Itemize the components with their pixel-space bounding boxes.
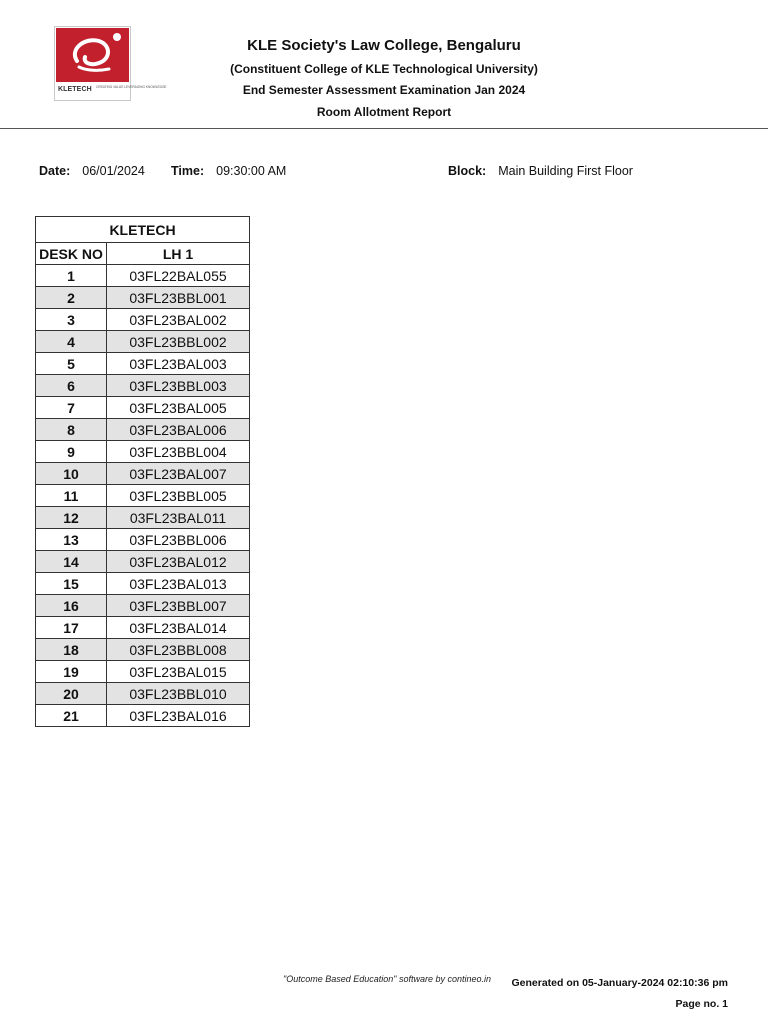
student-usn: 03FL23BBL008	[107, 639, 250, 661]
student-usn: 03FL23BAL003	[107, 353, 250, 375]
logo-brand-text: KLETECH	[58, 86, 92, 93]
desk-number: 16	[36, 595, 107, 617]
desk-number: 3	[36, 309, 107, 331]
table-row	[36, 529, 250, 551]
student-usn: 03FL23BBL002	[107, 331, 250, 353]
desk-number: 11	[36, 485, 107, 507]
table-row	[36, 331, 250, 353]
student-usn: 03FL23BBL004	[107, 441, 250, 463]
desk-number: 5	[36, 353, 107, 375]
table-row	[36, 705, 250, 727]
date-label: Date:	[39, 164, 71, 178]
room-header: LH 1	[107, 243, 250, 265]
report-title: Room Allotment Report	[316, 105, 452, 119]
student-usn: 03FL23BAL005	[107, 397, 250, 419]
table-row	[36, 661, 250, 683]
page-number: Page no. 1	[675, 998, 728, 1010]
desk-number: 7	[36, 397, 107, 419]
student-usn: 03FL23BBL006	[107, 529, 250, 551]
table-row	[36, 441, 250, 463]
table-row	[36, 617, 250, 639]
student-usn: 03FL23BBL003	[107, 375, 250, 397]
desk-number: 1	[36, 265, 107, 287]
desk-number: 4	[36, 331, 107, 353]
time-value: 09:30:00 AM	[216, 164, 287, 178]
desk-number: 13	[36, 529, 107, 551]
table-row	[36, 683, 250, 705]
desk-number: 2	[36, 287, 107, 309]
software-credit: "Outcome Based Education" software by contineo.in	[283, 974, 492, 984]
desk-number: 9	[36, 441, 107, 463]
table-row	[36, 639, 250, 661]
table-row	[36, 507, 250, 529]
block-field	[448, 164, 633, 178]
desk-number: 19	[36, 661, 107, 683]
student-usn: 03FL23BAL015	[107, 661, 250, 683]
student-usn: 03FL23BAL014	[107, 617, 250, 639]
table-row	[36, 353, 250, 375]
date-field	[39, 164, 145, 178]
block-label: Block:	[448, 164, 487, 178]
desk-number: 8	[36, 419, 107, 441]
table-row	[36, 595, 250, 617]
student-usn: 03FL23BAL013	[107, 573, 250, 595]
student-usn: 03FL23BBL005	[107, 485, 250, 507]
date-value: 06/01/2024	[82, 164, 145, 178]
desk-number: 12	[36, 507, 107, 529]
student-usn: 03FL23BAL016	[107, 705, 250, 727]
exam-title: End Semester Assessment Examination Jan 2024	[242, 83, 526, 97]
student-usn: 03FL23BAL011	[107, 507, 250, 529]
time-label: Time:	[171, 164, 205, 178]
student-usn: 03FL23BBL001	[107, 287, 250, 309]
table-row	[36, 485, 250, 507]
table-row	[36, 287, 250, 309]
student-usn: 03FL23BAL012	[107, 551, 250, 573]
desk-number: 20	[36, 683, 107, 705]
college-subtitle: (Constituent College of KLE Technological University)	[230, 62, 538, 76]
student-usn: 03FL23BAL006	[107, 419, 250, 441]
student-usn: 03FL23BBL010	[107, 683, 250, 705]
desk-number: 21	[36, 705, 107, 727]
student-usn: 03FL23BAL007	[107, 463, 250, 485]
room-allotment-table	[35, 216, 250, 727]
college-title: KLE Society's Law College, Bengaluru	[247, 37, 521, 54]
student-usn: 03FL22BAL055	[107, 265, 250, 287]
table-row	[36, 573, 250, 595]
desk-number: 18	[36, 639, 107, 661]
table-row	[36, 419, 250, 441]
desk-number: 14	[36, 551, 107, 573]
header-divider	[0, 128, 768, 129]
table-row	[36, 397, 250, 419]
time-field	[171, 164, 286, 178]
table-row	[36, 463, 250, 485]
table-row	[36, 375, 250, 397]
table-row	[36, 309, 250, 331]
desk-number: 15	[36, 573, 107, 595]
table-row	[36, 265, 250, 287]
desk-no-header: DESK NO	[36, 243, 107, 265]
table-group-header: KLETECH	[36, 217, 250, 243]
desk-number: 17	[36, 617, 107, 639]
desk-number: 10	[36, 463, 107, 485]
generated-timestamp: Generated on 05-January-2024 02:10:36 pm	[511, 977, 728, 989]
block-value: Main Building First Floor	[498, 164, 633, 178]
desk-number: 6	[36, 375, 107, 397]
logo-tagline: CREATING VALUE LEVERAGING KNOWLEDGE	[96, 85, 167, 89]
student-usn: 03FL23BAL002	[107, 309, 250, 331]
student-usn: 03FL23BBL007	[107, 595, 250, 617]
table-row	[36, 551, 250, 573]
